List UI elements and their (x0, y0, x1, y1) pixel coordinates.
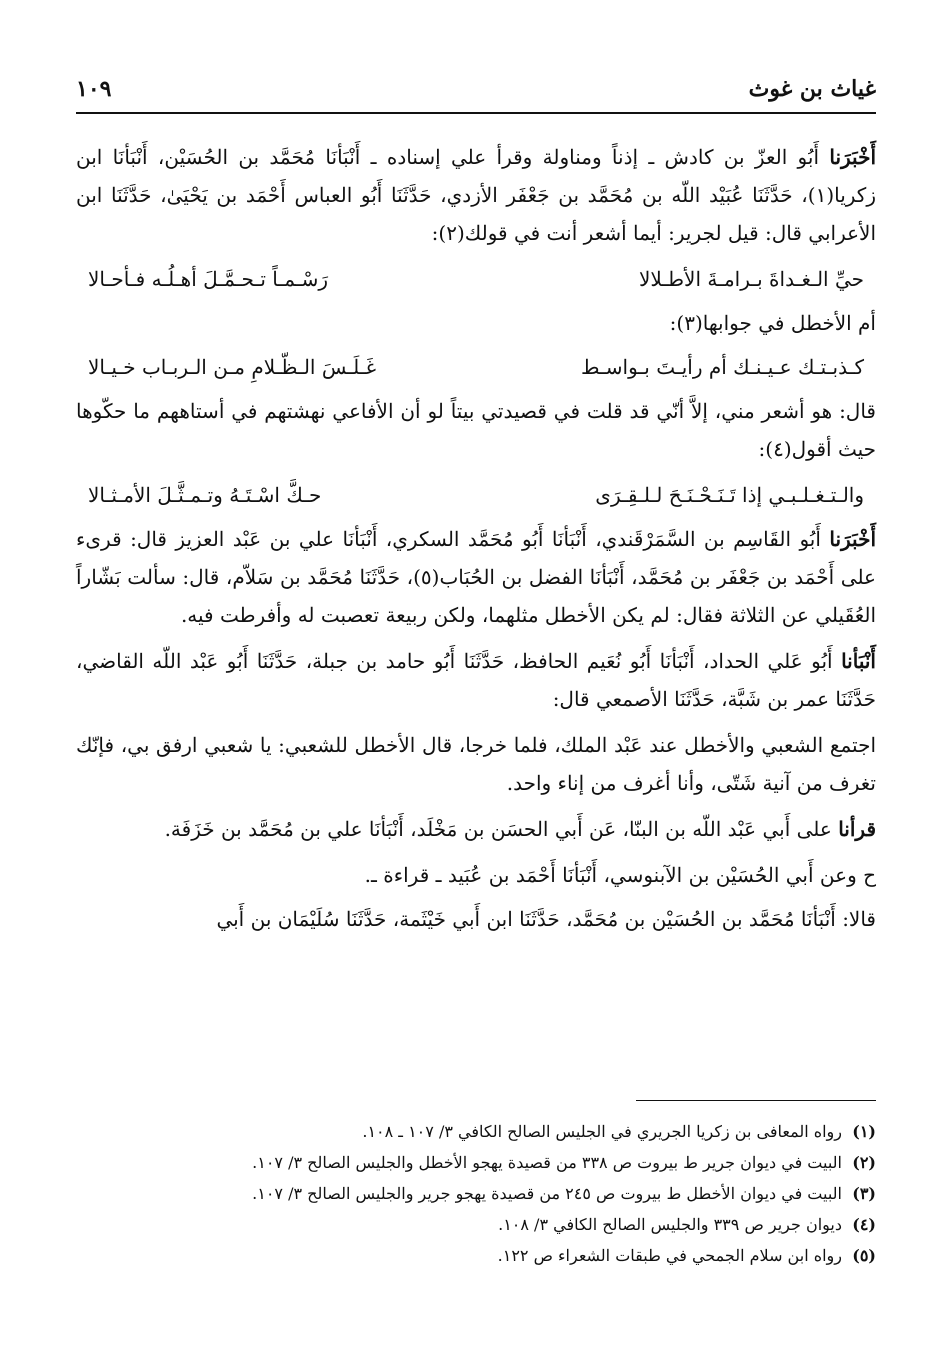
paragraph-6 (76, 810, 876, 848)
footnote-text: رواه ابن سلام الجمحي في طبقات الشعراء ص ١٢٢. (497, 1246, 842, 1265)
footnote (76, 1240, 876, 1271)
footnote-text: البيت في ديوان جرير ط بيروت ص ٣٣٨ من قصيدة يهجو الأخطل والجليس الصالح ٣/ ١٠٧. (252, 1153, 842, 1172)
verse-2-first-hemistich: كـذبـتـك عـيـنـك أم رأيـتَ بـواسـط (580, 355, 864, 379)
verse-3-second-hemistich: حـكَّ اسْـتَـهُ وتـمـثَّـلَ الأمـثـالا (88, 483, 322, 507)
footnote (76, 1147, 876, 1178)
footnotes (76, 1116, 876, 1271)
paragraph-1-text: أَبُو العزّ بن كادش ـ إذناً ومناولة وقرأ علي إسناده ـ أَنْبَأنَا مُحَمَّد بن الحُسَيْن، أَنْبَأنَا ابن زكريا(١)، حَدَّثَنَا عُبَيْد اللّه بن مُحَمَّد بن جَعْفَر الأزدي، حَدَّثَنَا أَبُو العباس أَحْمَد بن يَحْيَىٰ، حَدَّثَنَا ابن الأعرابي قال: قيل لجرير: أيما أشعر أنت في قولك(٢): (76, 145, 876, 245)
footnote (76, 1116, 876, 1147)
paragraph-1-lead: أَخْبَرَنا (829, 145, 876, 169)
footnote-text: ديوان جرير ص ٣٣٩ والجليس الصالح الكافي ٣/ ١٠٨. (498, 1215, 842, 1234)
footnote-text: رواه المعافى بن زكريا الجريري في الجليس الصالح الكافي ٣/ ١٠٧ ـ ١٠٨. (362, 1122, 842, 1141)
verse-2 (76, 348, 876, 386)
footnote-text: البيت في ديوان الأخطل ط بيروت ص ٢٤٥ من قصيدة يهجو جرير والجليس الصالح ٣/ ١٠٧. (252, 1184, 842, 1203)
footnote (76, 1209, 876, 1240)
line-2: ح وعن أَبي الحُسَيْن بن الآبنوسي، أَنْبَأنَا أَحْمَد بن عُبَيد ـ قراءة ـ. (364, 863, 876, 887)
header-rule (76, 112, 876, 114)
paragraph-4-lead: أَنْبَأنا (841, 649, 876, 673)
running-title: غياث بن غوث (748, 76, 876, 102)
footnote-number: (٥) (852, 1246, 876, 1265)
line-3: قالا: أَنْبَأنَا مُحَمَّد بن الحُسَيْن بن مُحَمَّد، حَدَّثَنَا ابن أَبي خَيْثَمة، حَدَّثَنَا سُلَيْمَان بن أَبي (216, 907, 876, 931)
verse-1-first-hemistich: حيِّ الـغـداةَ بـرامـةَ الأطـلالا (638, 267, 864, 291)
footnote (76, 1178, 876, 1209)
paragraph-6-text: على أَبي عَبْد اللّه بن البنّا، عَن أَبي الحسَن بن مَخْلَد، أَنْبَأنَا علي بن مُحَمَّد بن خَزَفَة. (164, 817, 839, 841)
paragraph-3 (76, 520, 876, 634)
page-header (76, 72, 876, 106)
footnote-number: (٢) (852, 1153, 876, 1172)
footnote-number: (١) (852, 1122, 876, 1141)
paragraph-3-lead: أَخْبَرَنا (829, 527, 876, 551)
paragraph-5: اجتمع الشعبي والأخطل عند عَبْد الملك، فلما خرجا، قال الأخطل للشعبي: يا شعبي ارفق بي، فإنّك تغرف من آنية شَتّى، وأنا أغرف من إناء واحد. (76, 733, 876, 795)
paragraph-3-text: أَبُو القَاسِم بن السَّمَرْقَندي، أَنْبَأنَا أَبُو مُحَمَّد السكري، أَنْبَأنَا علي بن عَبْد العزيز قال: قرىء على أَحْمَد بن جَعْفَر بن مُحَمَّد، أَنْبَأنَا الفضل بن الحُبَاب(٥)، حَدَّثَنَا مُحَمَّد بن سَلاّم، قال: سألت بَشّاراً العُقَيلي عن الثلاثة فقال: لم يكن الأخطل مثلهما، ولكن ربيعة تعصبت له وأفرطت فيه. (76, 527, 876, 627)
verse-3 (76, 476, 876, 514)
verse-2-second-hemistich: غَـلَـسَ الـظّـلامِ مـن الـربـاب خـيـالا (88, 355, 377, 379)
footnote-rule (636, 1100, 876, 1101)
paragraph-1 (76, 138, 876, 252)
paragraph-6-lead: قرأنا (838, 817, 876, 841)
paragraph-4 (76, 642, 876, 718)
verse-3-first-hemistich: والـتـغـلـبـي إذا تَـنَـحْـنَـحَ لـلـقِـرَى (595, 483, 864, 507)
verse-1 (76, 260, 876, 298)
footnote-number: (٣) (852, 1184, 876, 1203)
main-text (76, 138, 876, 944)
line-1: أم الأخطل في جوابها(٣): (669, 311, 876, 335)
footnote-number: (٤) (852, 1215, 876, 1234)
page-number: ١٠٩ (76, 76, 112, 102)
paragraph-2: قال: هو أشعر مني، إلاَّ أنّي قد قلت في قصيدتي بيتاً لو أن الأفاعي نهشتهم في أستاههم ما حكّوها حيث أقول(٤): (76, 399, 876, 461)
paragraph-4-text: أَبُو عَلي الحداد، أَنْبَأنَا أَبُو نُعَيم الحافظ، حَدَّثَنَا أَبُو حامد بن جبلة، حَدَّثَنَا أَبُو عَبْد اللّه القاضي، حَدَّثَنَا عمر بن شَبَّة، حَدَّثَنَا الأصمعي قال: (76, 649, 876, 711)
verse-1-second-hemistich: رَسْـمـاً تـحـمَّـلَ أهـلُـه فـأحـالا (88, 267, 329, 291)
